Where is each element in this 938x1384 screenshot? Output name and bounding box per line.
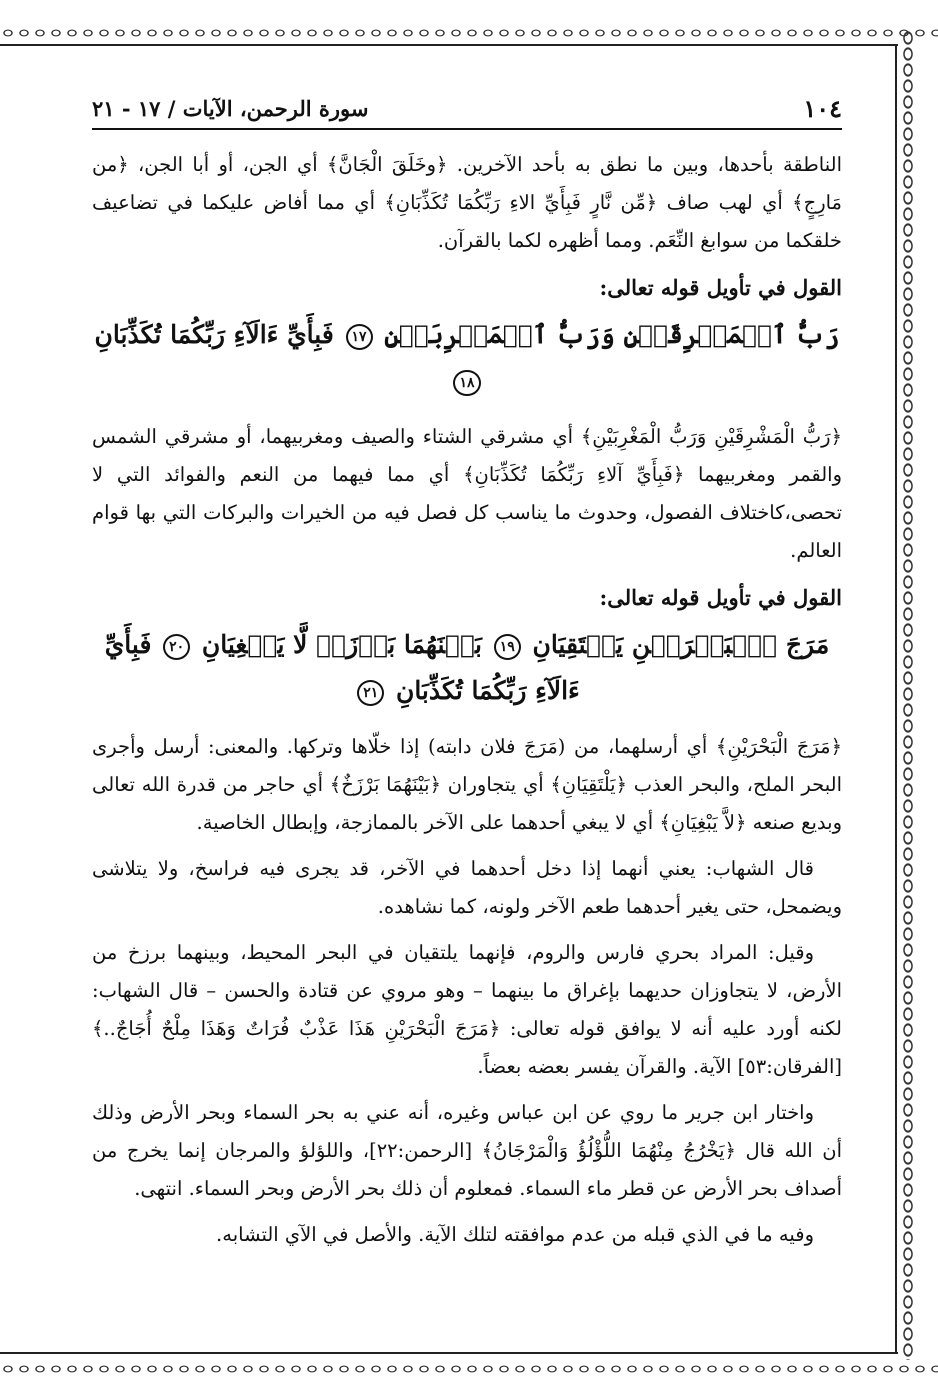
paragraph-2: ﴿رَبُّ الْمَشْرِقَيْنِ وَرَبُّ الْمَغْرِبَيْنِ﴾ أي مشرقي الشتاء والصيف ومغربيهما، أو مشرقي الشمس والقمر ومغربيهما ﴿فَبِأَيِّ آلاءِ رَبِّكُمَا تُكَذِّبَانِ﴾ أي مما فيهما من النعم والفوائد التي لا تحصى،كاختلاف الفصول، وحدوث ما يناسب كل فصل فيه من الخيرات والبركات التي بها قوام العالم. — [92, 425, 842, 562]
decorative-border-top — [0, 22, 938, 44]
section-heading-1: القول في تأويل قوله تعالى: — [599, 275, 842, 300]
decorative-border-bottom — [0, 1356, 938, 1382]
verse-text: فَبِأَيِّ ءَالَآءِ رَبِّكُمَا تُكَذِّبَانِ — [94, 320, 334, 349]
decorative-border-right — [896, 30, 920, 1360]
paragraph-6: واختار ابن جرير ما روي عن ابن عباس وغيره، أنه عني به بحر السماء وبحر الأرض وذلك أن الله قال ﴿يَخْرُجُ مِنْهُمَا اللُّؤْلُؤُ وَالْمَرْجَانُ﴾ [الرحمن:٢٢]، واللؤلؤ والمرجان إنما يخرج من أصداف بحر الأرض عن قطر ماء السماء. فمعلوم أن ذلك بحر الأرض وبحر السماء. انتهى. — [92, 1101, 842, 1200]
page-number: ١٠٤ — [803, 93, 842, 123]
frame-line-right — [895, 44, 897, 1354]
paragraph-3: ﴿مَرَجَ الْبَحْرَيْنِ﴾ أي أرسلهما، من (مَرَجَ فلان دابته) إذا خلّاها وتركها. والمعنى: أرسل وأجرى البحر الملح، والبحر العذب ﴿يَلْتَقِيَانِ﴾ أي يتجاوران ﴿بَيْنَهُمَا بَرْزَخٌ﴾ أي حاجر من قدرة الله تعالى وبديع صنعه ﴿لاَّ يَبْغِيَانِ﴾ أي لا يبغي أحدهما على الآخر بالممازجة، وإبطال الخاصية. — [92, 735, 842, 834]
verse-number: ١٨ — [453, 370, 480, 396]
header-rule — [92, 128, 842, 130]
page-header — [92, 88, 842, 128]
verse-number: ١٩ — [494, 634, 521, 660]
frame-line-top — [0, 44, 898, 46]
quran-verse-2 — [92, 622, 842, 714]
page-body — [92, 146, 842, 1262]
frame-line-bottom — [0, 1352, 898, 1354]
verse-number: ٢١ — [357, 680, 384, 706]
verse-text: مَرَجَ ٱلۡبَحۡرَيۡنِ يَلۡتَقِيَانِ — [532, 630, 830, 659]
paragraph-1: الناطقة بأحدها، وبين ما نطق به بأحد الآخرين. ﴿وخَلَقَ الْجَانَّ﴾ أي الجن، أو أبا الجن، ﴿من مَارِجٍ﴾ أي لهب صاف ﴿مِّن نَّارٍ فَبِأَيِّ الاءِ رَبِّكُمَا تُكَذِّبَانِ﴾ أي مما أفاض عليكما في تضاعيف خلقكما من سوابغ النِّعَم. ومما أظهره لكما بالقرآن. — [92, 153, 842, 252]
section-heading-2: القول في تأويل قوله تعالى: — [599, 585, 842, 610]
verse-text: فَبِأَيِّ ءَالَآءِ رَبِّكُمَا تُكَذِّبَانِ — [104, 630, 580, 705]
verse-text: رَبُّ ٱلۡمَشۡرِقَيۡنِ وَرَبُّ ٱلۡمَغۡرِبَيۡنِ — [384, 320, 840, 349]
verse-text: بَيۡنَهُمَا بَرۡزَخٞ لَّا يَبۡغِيَانِ — [201, 630, 482, 659]
verse-number: ١٧ — [346, 324, 373, 350]
paragraph-7: وفيه ما في الذي قبله من عدم موافقته لتلك الآية. والأصل في الآي التشابه. — [216, 1223, 814, 1246]
verse-number: ٢٠ — [163, 634, 190, 660]
paragraph-5: وقيل: المراد بحري فارس والروم، فإنهما يلتقيان في البحر المحيط، وبينهما برزخ من الأرض، لا يتجاوزان حديهما بإغراق ما بينهما – وهو مروي عن قتادة والحسن – قال الشهاب: لكنه أورد عليه أنه لا يوافق قوله تعالى: ﴿مَرَجَ الْبَحْرَيْنِ هَذَا عَذْبٌ فُرَاتٌ وَهَذَا مِلْحٌ أُجَاجٌ..﴾ [الفرقان:٥٣] الآية. والقرآن يفسر بعضه بعضاً. — [92, 941, 842, 1078]
running-title: سورة الرحمن، الآيات / ١٧ - ٢١ — [92, 95, 369, 121]
paragraph-4: قال الشهاب: يعني أنهما إذا دخل أحدهما في الآخر، قد يجرى فيه فراسخ، ولا يتلاشى ويضمحل، حتى يغير أحدهما طعم الآخر ولونه، كما نشاهده. — [92, 857, 842, 918]
quran-verse-1 — [92, 312, 842, 404]
